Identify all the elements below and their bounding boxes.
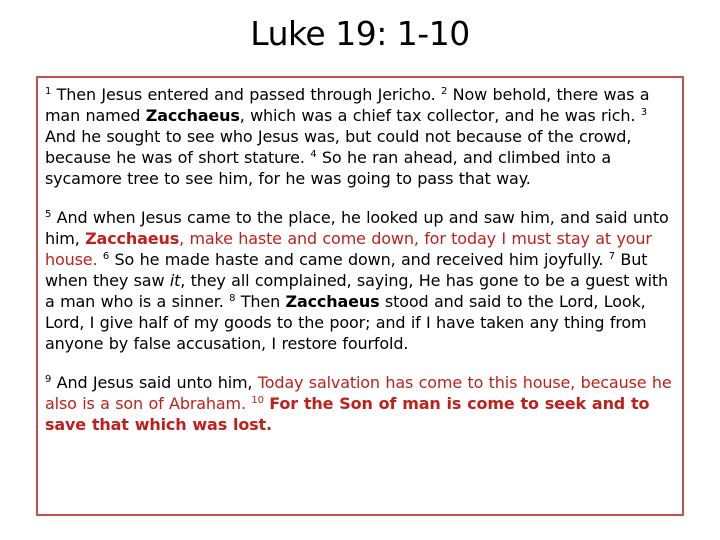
paragraph-verses-1-4 bbox=[45, 84, 672, 189]
verse-number: 4 bbox=[310, 149, 317, 160]
verse-number: 6 bbox=[102, 251, 110, 262]
verse-text: Now behold, there was a man named bbox=[45, 85, 650, 125]
name-zacchaeus-highlight: Zacchaeus bbox=[85, 229, 180, 248]
verse-number: 9 bbox=[45, 374, 52, 385]
verse-text: , which was a chief tax collector, and he was rich. bbox=[239, 106, 641, 125]
paragraph-verses-5-8 bbox=[45, 207, 672, 354]
verse-number: 8 bbox=[229, 293, 236, 304]
verse-text: Then bbox=[235, 292, 286, 311]
verse-text: Then Jesus entered and passed through Jericho. bbox=[51, 85, 442, 104]
verse-number: 10 bbox=[251, 395, 264, 406]
verse-number: 3 bbox=[640, 107, 647, 118]
slide-title: Luke 19: 1-10 bbox=[250, 14, 470, 53]
verse-text: , they all complained, saying, He has gone to be a guest with a man who is a sinner. bbox=[45, 271, 668, 311]
paragraph-verses-9-10 bbox=[45, 372, 672, 435]
name-zacchaeus: Zacchaeus bbox=[145, 106, 240, 125]
italic-word: it bbox=[169, 271, 181, 290]
verse-number: 2 bbox=[441, 86, 448, 97]
verse-number: 1 bbox=[45, 86, 52, 97]
name-zacchaeus: Zacchaeus bbox=[285, 292, 380, 311]
verse-text: And when Jesus came to the place, he looked up and saw him, and said unto him, bbox=[45, 208, 669, 248]
highlighted-bold-text: For the Son of man is come to seek and to save that which was lost. bbox=[45, 394, 650, 434]
verse-text: But when they saw bbox=[45, 250, 648, 290]
verse-text: And he sought to see who Jesus was, but could not because of the crowd, because he was of short stature. bbox=[45, 127, 632, 167]
verse-text: So he ran ahead, and climbed into a sycamore tree to see him, for he was going to pass that way. bbox=[45, 148, 612, 188]
highlighted-text: Today salvation has come to this house, because he also is a son of Abraham. bbox=[45, 373, 672, 413]
verse-text: And Jesus said unto him, bbox=[51, 373, 258, 392]
verse-text: stood and said to the Lord, Look, Lord, I give half of my goods to the poor; and if I have taken any thing from anyone by false accusation, I restore fourfold. bbox=[45, 292, 647, 353]
verse-text: So he made haste and came down, and received him joyfully. bbox=[109, 250, 609, 269]
scripture-box bbox=[36, 76, 684, 516]
highlighted-text: , make haste and come down, for today I must stay at your house. bbox=[45, 229, 652, 269]
verse-number: 7 bbox=[608, 251, 615, 262]
verse-number: 5 bbox=[45, 209, 52, 220]
